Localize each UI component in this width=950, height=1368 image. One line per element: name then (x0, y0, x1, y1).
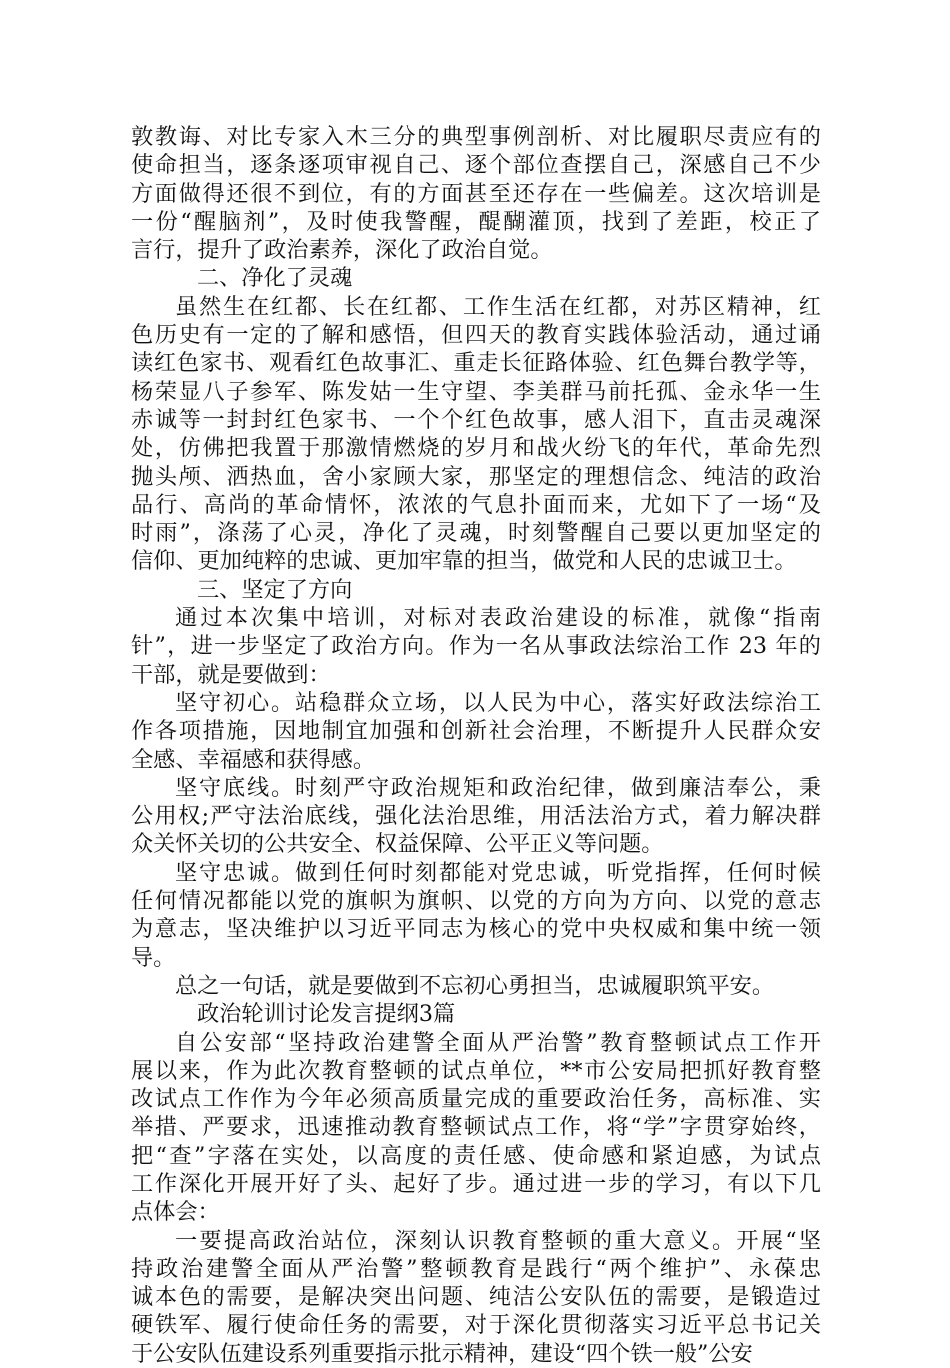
body-paragraph (131, 774, 821, 859)
paragraph-line: 于公安队伍建设系列重要指示批示精神，建设“四个铁一般”公安 (131, 1340, 753, 1367)
paragraph-line: 时雨”，涤荡了心灵，净化了灵魂，时刻警醒自己要以更加坚定的 (131, 520, 821, 547)
paragraph-line: 工作深化开展开好了头、起好了步。通过进一步的学习，有以下几 (131, 1170, 821, 1197)
paragraph-line: 坚守忠诚。做到任何时刻都能对党忠诚，听党指挥，任何时候 (175, 859, 821, 886)
body-paragraph (131, 1227, 821, 1368)
paragraph-line: 把“查”字落在实处，以高度的责任感、使命感和紧迫感，为试点 (131, 1142, 821, 1169)
paragraph-line: 自公安部“坚持政治建警全面从严治警”教育整顿试点工作开 (175, 1029, 821, 1056)
paragraph-line: 改试点工作作为今年必须高质量完成的重要政治任务，高标准、实 (131, 1086, 821, 1113)
paragraph-line: 赤诚等一封封红色家书、一个个红色故事，感人泪下，直击灵魂深 (131, 406, 821, 433)
paragraph-line: 干部，就是要做到： (131, 661, 331, 688)
section-heading (131, 576, 821, 604)
paragraph-line: 展以来，作为此次教育整顿的试点单位，**市公安局把抓好教育整 (131, 1057, 821, 1084)
paragraph-line: 坚守初心。站稳群众立场，以人民为中心，落实好政法综治工 (175, 689, 821, 716)
paragraph-line: 总之一句话，就是要做到不忘初心勇担当，忠诚履职筑平安。 (175, 972, 775, 999)
body-paragraph (131, 689, 821, 774)
paragraph-line: 品行、高尚的革命情怀，浓浓的气息扑面而来，尤如下了一场“及 (131, 491, 821, 518)
paragraph-line: 全感、幸福感和获得感。 (131, 746, 376, 773)
body-paragraph (131, 604, 821, 689)
paragraph-line: 公用权;严守法治底线，强化法治思维，用活法治方式，着力解决群 (131, 803, 821, 830)
paragraph-line: 一份“醒脑剂”，及时使我警醒，醍醐灌顶，找到了差距，校正了 (131, 208, 821, 235)
body-paragraph (131, 123, 821, 264)
paragraph-line: 读红色家书、观看红色故事汇、重走长征路体验、红色舞台教学等， (131, 350, 821, 377)
paragraph-line: 举措、严要求，迅速推动教育整顿试点工作，将“学”字贯穿始终， (131, 1114, 821, 1141)
paragraph-line: 抛头颅、洒热血，舍小家顾大家，那坚定的理想信念、纯洁的政治 (131, 463, 821, 490)
body-paragraph (131, 293, 821, 576)
body-paragraph (131, 972, 821, 1000)
body-paragraph (131, 1029, 821, 1227)
paragraph-line: 持政治建警全面从严治警”整顿教育是践行“两个维护”、永葆忠 (131, 1255, 821, 1282)
heading-text: 三、坚定了方向 (197, 576, 353, 603)
section-heading (131, 264, 821, 292)
paragraph-line: 使命担当，逐条逐项审视自己、逐个部位查摆自己，深感自己不少 (131, 152, 821, 179)
paragraph-line: 色历史有一定的了解和感悟，但四天的教育实践体验活动，通过诵 (131, 322, 821, 349)
paragraph-line: 坚守底线。时刻严守政治规矩和政治纪律，做到廉洁奉公，秉 (175, 774, 821, 801)
paragraph-line: 杨荣显八子参军、陈发姑一生守望、李美群马前托孤、金永华一生 (131, 378, 821, 405)
section-heading (131, 1000, 821, 1028)
paragraph-line: 信仰、更加纯粹的忠诚、更加牢靠的担当，做党和人民的忠诚卫士。 (131, 548, 797, 575)
paragraph-line: 处，仿佛把我置于那激情燃烧的岁月和战火纷飞的年代，革命先烈 (131, 435, 821, 462)
heading-text: 政治轮训讨论发言提纲3篇 (197, 1001, 456, 1028)
paragraph-line: 导。 (131, 944, 176, 971)
paragraph-line: 言行，提升了政治素养，深化了政治自觉。 (131, 237, 553, 264)
body-paragraph (131, 859, 821, 972)
paragraph-line: 针”，进一步坚定了政治方向。作为一名从事政法综治工作 23 年的 (131, 633, 821, 660)
paragraph-line: 为意志，坚决维护以习近平同志为核心的党中央权威和集中统一领 (131, 916, 821, 943)
paragraph-line: 诚本色的需要，是解决突出问题、纯洁公安队伍的需要，是锻造过 (131, 1284, 821, 1311)
paragraph-line: 作各项措施，因地制宜加强和创新社会治理，不断提升人民群众安 (131, 718, 821, 745)
paragraph-line: 众关怀关切的公共安全、权益保障、公平正义等问题。 (131, 831, 664, 858)
paragraph-line: 一要提高政治站位，深刻认识教育整顿的重大意义。开展“坚 (175, 1227, 821, 1254)
paragraph-line: 虽然生在红都、长在红都、工作生活在红都，对苏区精神，红 (175, 293, 821, 320)
paragraph-line: 任何情况都能以党的旗帜为旗帜、以党的方向为方向、以党的意志 (131, 888, 821, 915)
heading-text: 二、净化了灵魂 (197, 265, 353, 292)
paragraph-line: 通过本次集中培训，对标对表政治建设的标准，就像“指南 (175, 605, 821, 632)
paragraph-line: 方面做得还很不到位，有的方面甚至还存在一些偏差。这次培训是 (131, 180, 821, 207)
document-page (131, 123, 821, 1368)
paragraph-line: 敦教诲、对比专家入木三分的典型事例剖析、对比履职尽责应有的 (131, 124, 821, 150)
paragraph-line: 硬铁军、履行使命任务的需要，对于深化贯彻落实习近平总书记关 (131, 1312, 821, 1339)
paragraph-line: 点体会： (131, 1199, 220, 1226)
